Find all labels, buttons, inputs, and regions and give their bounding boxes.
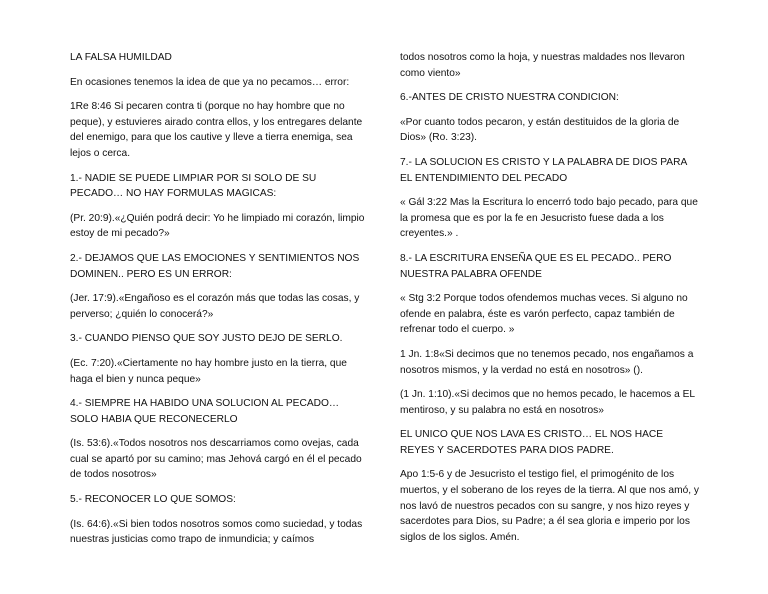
verse-1jn-1-8: 1 Jn. 1:8«Si decimos que no tenemos pecado, nos engañamos a nosotros mismos, y la verdad no está en nosotros» ().: [400, 348, 694, 376]
verse-gal-3-22: « Gál 3:22 Mas la Escritura lo encerró todo bajo pecado, para que la promesa que es por la fe en Jesucristo fuese dada a los creyentes.» .: [400, 197, 698, 240]
verse-ro-3-23: «Por cuanto todos pecaron, y están destituidos de la gloria de Dios» (Ro. 3:23).: [400, 116, 680, 144]
verse-is-53-6: (Is. 53:6).«Todos nosotros nos descarriamos como ovejas, cada cual se apartó por su camino; mas Jehová cargó en él el pecado de todos nosotros»: [70, 438, 362, 481]
verse-stg-3-2: « Stg 3:2 Porque todos ofendemos muchas veces. Si alguno no ofende en palabra, éste es varón perfecto, capaz también de refrenar todo el cuerpo. »: [400, 293, 688, 336]
verse-jer-17-9: (Jer. 17:9).«Engañoso es el corazón más que todas las cosas, y perverso; ¿quién lo conocerá?»: [70, 293, 360, 320]
verse-1re-8-46: 1Re 8:46 Si pecaren contra ti (porque no hay hombre que no peque), y estuvieres airado contra ellos, y los entregares delante del enemigo, para que los cautive y lleve a tierra enemiga, sea lejos o cerca.: [70, 101, 363, 159]
point-6-heading: 6.-ANTES DE CRISTO NUESTRA CONDICION:: [400, 92, 619, 104]
point-7-heading: 7.- LA SOLUCION ES CRISTO Y LA PALABRA DE DIOS PARA EL ENTENDIMIENTO DEL PECADO: [400, 156, 687, 184]
point-4-heading: 4.- SIEMPRE HA HABIDO UNA SOLUCION AL PECADO… SOLO HABIA QUE RECONECERLO: [70, 398, 340, 425]
verse-is-64-6-continued: todos nosotros como la hoja, y nuestras maldades nos llevaron como viento»: [400, 52, 685, 79]
point-8-heading: 8.- LA ESCRITURA ENSEÑA QUE ES EL PECADO.. PERO NUESTRA PALABRA OFENDE: [400, 252, 672, 280]
final-heading: EL UNICO QUE NOS LAVA ES CRISTO… EL NOS HACE REYES Y SACERDOTES PARA DIOS PADRE.: [400, 429, 664, 456]
point-1-heading: 1.- NADIE SE PUEDE LIMPIAR POR SI SOLO DE SU PECADO… NO HAY FORMULAS MAGICAS:: [70, 172, 317, 200]
verse-is-64-6: (Is. 64:6).«Si bien todos nosotros somos como suciedad, y todas nuestras justicias como trapo de inmundicia; y caímos: [70, 518, 363, 546]
point-2-heading: 2.- DEJAMOS QUE LAS EMOCIONES Y SENTIMIENTOS NOS DOMINEN.. PERO ES UN ERROR:: [70, 252, 360, 280]
document-title: LA FALSA HUMILDAD: [70, 52, 172, 63]
point-5-heading: 5.- RECONOCER LO QUE SOMOS:: [70, 494, 236, 506]
point-3-heading: 3.- CUANDO PIENSO QUE SOY JUSTO DEJO DE SERLO.: [70, 333, 343, 345]
verse-apo-1-5-6: Apo 1:5-6 y de Jesucristo el testigo fiel, el primogénito de los muertos, y el soberano de los reyes de la tierra. Al que nos amó, y nos lavó de nuestros pecados con su sangre, y nos hizo reyes y sacerdotes para Dios, su Padre; a él sea gloria e imperio por los siglos de los siglos. Amén.: [400, 469, 699, 543]
verse-ec-7-20: (Ec. 7:20).«Ciertamente no hay hombre justo en la tierra, que haga el bien y nunca peque»: [70, 357, 347, 385]
intro-paragraph: En ocasiones tenemos la idea de que ya no pecamos… error:: [70, 76, 350, 88]
right-column: [400, 50, 700, 554]
verse-pr-20-9: (Pr. 20:9).«¿Quién podrá decir: Yo he limpiado mi corazón, limpio estoy de mi pecado?»: [70, 212, 365, 240]
left-column: [70, 50, 370, 557]
verse-1jn-1-10: (1 Jn. 1:10).«Si decimos que no hemos pecado, le hacemos a EL mentiroso, y su palabra no está en nosotros»: [400, 389, 695, 416]
